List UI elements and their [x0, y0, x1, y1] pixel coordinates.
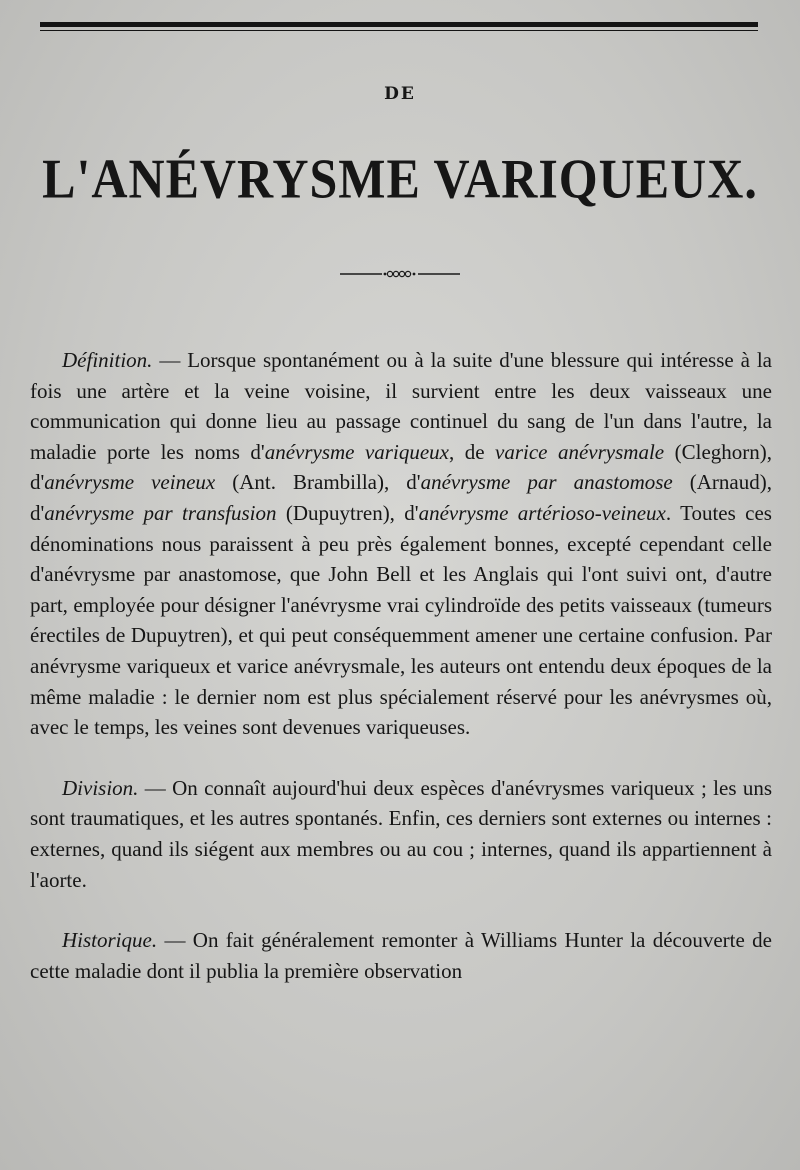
historique-text: — On fait généralement remonter à Williams Hunter la découverte de cette maladie dont il publia la première observation: [30, 928, 772, 983]
definition-text: , de: [448, 439, 496, 464]
historique-lead: Historique.: [62, 928, 158, 953]
header-de: DE: [384, 84, 416, 104]
definition-term: anévrysme veineux: [44, 470, 216, 495]
definition-text: — Lorsque spontanément ou à la suite d'une blessure qui intéresse à la fois une artère et la veine voisine, il survient entre les deux vaisseaux une communication qui donne lieu au passage continuel du sang de l'un dans l'autre, la maladie porte les noms d': [30, 348, 772, 464]
ornament-divider: [340, 270, 460, 278]
definition-text: . Toutes ces dénominations nous paraissent à peu près également bonnes, excepté cependant celle d'anévrysme par anastomose, que John Bell et les Anglais qui l'ont suivi ont, d'autre part, employée pour désigner l'anévrysme vrai cylindroïde des petits vaisseaux (tumeurs érectiles de Dupuytren), et qui peut conséquemment amener une certaine confusion. Par anévrysme variqueux et varice anévrysmale, les auteurs ont entendu deux époques de la même maladie : le dernier nom est plus spécialement réservé pour les anévrysmes où, avec le temps, les veines sont devenues variqueuses.: [30, 500, 772, 740]
paragraph-division: [30, 773, 772, 895]
page-title: L'ANÉVRYSME VARIQUEUX.: [42, 147, 758, 210]
division-text: — On connaît aujourd'hui deux espèces d'anévrysmes variqueux ; les uns sont traumatiques, et les autres spontanés. Enfin, ces derniers sont externes ou internes : externes, quand ils siégent aux membres ou au cou ; internes, quand ils appartiennent à l'aorte.: [30, 775, 772, 892]
definition-text: (Ant. Brambilla), d': [215, 470, 421, 495]
paragraph-historique: [30, 925, 772, 986]
body-text: [30, 345, 772, 986]
top-rule: [40, 22, 758, 27]
paragraph-definition: [30, 345, 772, 743]
definition-term: anévrysme variqueux: [264, 439, 449, 464]
division-lead: Division.: [62, 775, 139, 800]
definition-term: varice anévrysmale: [495, 439, 665, 464]
definition-term: anévrysme par transfusion: [44, 500, 277, 525]
definition-text: (Dupuytren), d': [276, 500, 419, 525]
definition-term: anévrysme par anastomose: [420, 470, 673, 495]
definition-text: (Arnaud), d': [30, 470, 772, 525]
definition-text: (Cleghorn), d': [30, 439, 773, 495]
definition-lead: Définition.: [62, 348, 153, 372]
definition-term: anévrysme artérioso-veineux: [418, 500, 666, 525]
